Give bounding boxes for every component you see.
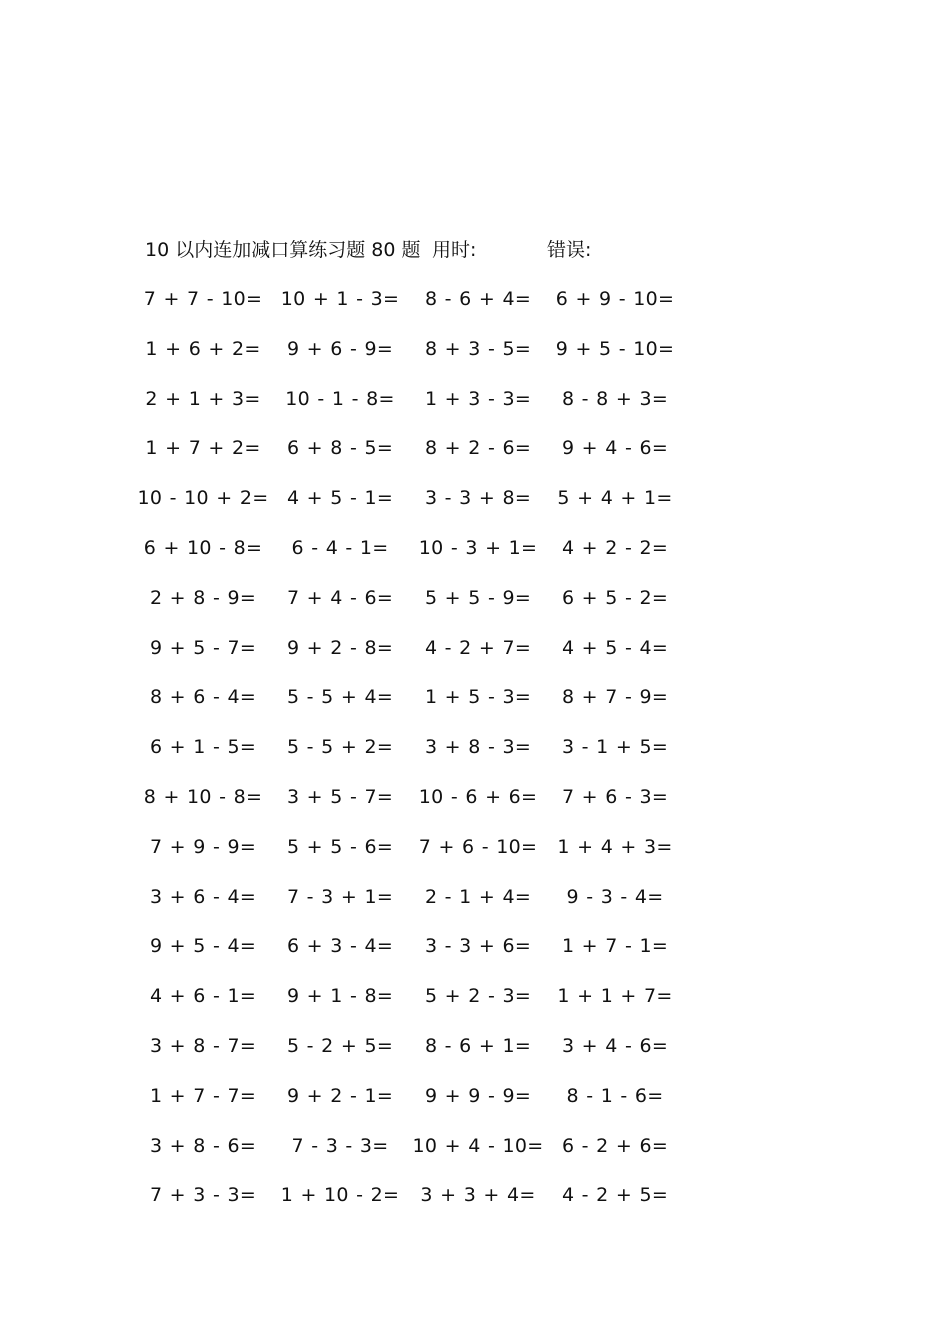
math-problem: 1 + 10 - 2= [280, 1184, 400, 1207]
math-problem: 4 + 2 - 2= [561, 536, 669, 559]
math-problem: 8 - 6 + 1= [424, 1034, 532, 1057]
math-problem: 9 - 3 - 4= [566, 885, 664, 908]
math-problem: 6 + 1 - 5= [149, 736, 257, 759]
math-problem: 1 + 7 - 7= [149, 1084, 257, 1107]
math-problem: 3 + 8 - 3= [424, 736, 532, 759]
problem-row [135, 682, 695, 732]
math-problem: 10 - 10 + 2= [137, 487, 269, 510]
math-problem: 4 - 2 + 7= [424, 636, 532, 659]
math-problem: 6 + 3 - 4= [286, 935, 394, 958]
math-problem: 1 + 4 + 3= [557, 835, 673, 858]
math-problem: 9 + 5 - 4= [149, 935, 257, 958]
math-problem: 7 + 6 - 3= [561, 785, 669, 808]
math-problem: 5 + 5 - 9= [424, 586, 532, 609]
problem-row [135, 1081, 695, 1131]
math-problem: 1 + 6 + 2= [145, 337, 261, 360]
math-problem: 6 + 10 - 8= [143, 536, 263, 559]
math-problem: 9 + 2 - 1= [286, 1084, 394, 1107]
math-problem: 6 + 9 - 10= [555, 288, 675, 310]
math-problem: 7 + 3 - 3= [149, 1184, 257, 1207]
math-problem: 7 + 7 - 10= [143, 288, 263, 310]
math-problem: 10 - 6 + 6= [418, 785, 538, 808]
problem-row [135, 433, 695, 483]
math-problem: 4 + 5 - 1= [286, 487, 394, 510]
problem-row [135, 384, 695, 434]
math-problem: 10 - 3 + 1= [418, 536, 538, 559]
math-problem: 5 + 4 + 1= [557, 487, 673, 510]
math-problem: 9 + 1 - 8= [286, 985, 394, 1008]
worksheet-title: 10 以内连加减口算练习题 80 题 [145, 239, 421, 261]
problem-row [135, 334, 695, 384]
math-problem: 5 - 5 + 4= [286, 686, 394, 709]
math-problem: 8 - 6 + 4= [424, 288, 532, 310]
problem-row [135, 284, 695, 334]
math-problem: 1 + 1 + 7= [557, 985, 673, 1008]
math-problem: 2 + 1 + 3= [145, 387, 261, 410]
math-problem: 7 + 6 - 10= [418, 835, 538, 858]
math-problem: 5 - 5 + 2= [286, 736, 394, 759]
math-problem: 9 + 2 - 8= [286, 636, 394, 659]
math-problem: 9 + 6 - 9= [286, 337, 394, 360]
problem-row [135, 832, 695, 882]
math-problem: 9 + 4 - 6= [561, 437, 669, 460]
math-problem: 3 + 8 - 6= [149, 1134, 257, 1157]
math-problem: 7 + 9 - 9= [149, 835, 257, 858]
math-problem: 2 - 1 + 4= [424, 885, 532, 908]
math-problem: 10 + 1 - 3= [280, 288, 400, 310]
math-problem: 9 + 5 - 10= [555, 337, 675, 360]
time-used-label: 用时: [432, 239, 477, 261]
errors-label: 错误: [547, 239, 592, 261]
problem-row [135, 583, 695, 633]
math-problem: 1 + 5 - 3= [424, 686, 532, 709]
math-problem: 3 - 1 + 5= [561, 736, 669, 759]
math-problem: 3 - 3 + 6= [424, 935, 532, 958]
math-problem: 6 + 8 - 5= [286, 437, 394, 460]
math-problem: 8 + 7 - 9= [561, 686, 669, 709]
problem-row [135, 533, 695, 583]
math-problem: 1 + 3 - 3= [424, 387, 532, 410]
math-problem: 1 + 7 - 1= [561, 935, 669, 958]
math-problem: 9 + 5 - 7= [149, 636, 257, 659]
math-problem: 8 + 2 - 6= [424, 437, 532, 460]
math-problem: 9 + 9 - 9= [424, 1084, 532, 1107]
math-problem: 10 - 1 - 8= [285, 387, 395, 410]
math-problem: 4 + 6 - 1= [149, 985, 257, 1008]
math-problem: 7 + 4 - 6= [286, 586, 394, 609]
math-problem: 6 - 2 + 6= [561, 1134, 669, 1157]
problem-row [135, 483, 695, 533]
math-problem: 2 + 8 - 9= [149, 586, 257, 609]
problem-row [135, 931, 695, 981]
math-problem: 3 + 8 - 7= [149, 1034, 257, 1057]
math-problem: 5 + 2 - 3= [424, 985, 532, 1008]
math-problem: 6 - 4 - 1= [291, 536, 389, 559]
math-problem: 3 + 4 - 6= [561, 1034, 669, 1057]
math-problem: 4 + 5 - 4= [561, 636, 669, 659]
problem-row [135, 981, 695, 1031]
math-problem: 3 - 3 + 8= [424, 487, 532, 510]
math-problem: 8 - 8 + 3= [561, 387, 669, 410]
problem-row [135, 1131, 695, 1181]
math-problem: 1 + 7 + 2= [145, 437, 261, 460]
math-problem: 3 + 5 - 7= [286, 785, 394, 808]
math-problem: 8 + 10 - 8= [143, 785, 263, 808]
math-problem: 5 - 2 + 5= [286, 1034, 394, 1057]
math-problem: 3 + 6 - 4= [149, 885, 257, 908]
math-problem: 6 + 5 - 2= [561, 586, 669, 609]
math-problem: 7 - 3 + 1= [286, 885, 394, 908]
problem-row [135, 1031, 695, 1081]
problem-grid [135, 284, 695, 1230]
problem-row [135, 882, 695, 932]
math-problem: 8 + 6 - 4= [149, 686, 257, 709]
problem-row [135, 782, 695, 832]
math-problem: 8 + 3 - 5= [424, 337, 532, 360]
math-problem: 7 - 3 - 3= [291, 1134, 389, 1157]
problem-row [135, 732, 695, 782]
math-problem: 8 - 1 - 6= [566, 1084, 664, 1107]
math-problem: 3 + 3 + 4= [420, 1184, 536, 1207]
problem-row [135, 1180, 695, 1230]
math-problem: 5 + 5 - 6= [286, 835, 394, 858]
math-problem: 10 + 4 - 10= [412, 1134, 544, 1157]
math-problem: 4 - 2 + 5= [561, 1184, 669, 1207]
problem-row [135, 633, 695, 683]
